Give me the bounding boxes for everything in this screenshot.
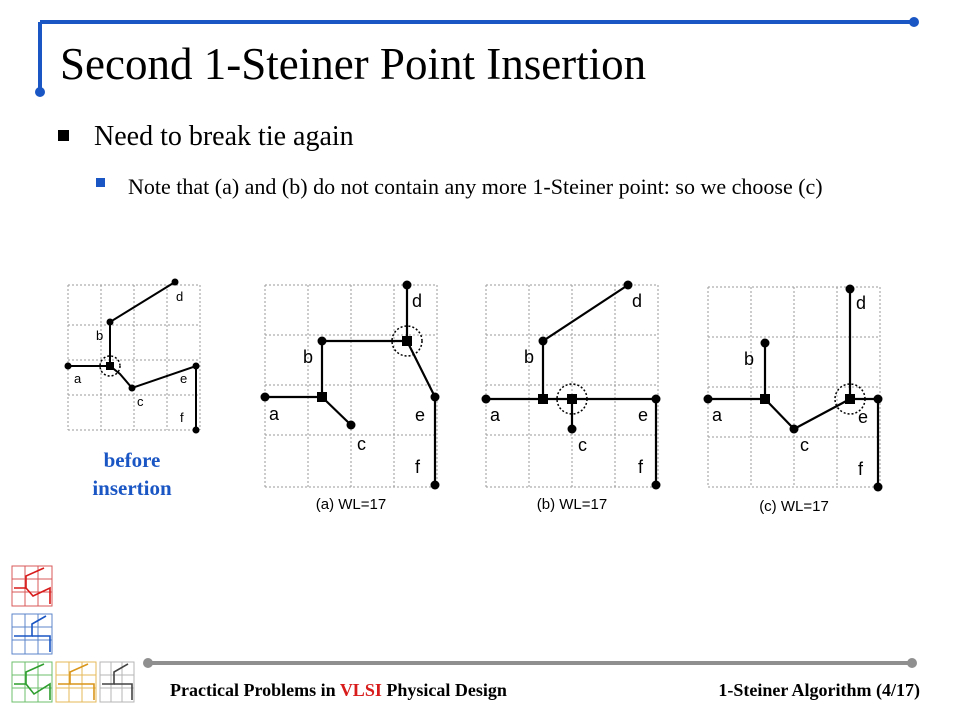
diagram-a <box>255 275 445 520</box>
steiner-point-2 <box>402 336 412 346</box>
pin-label-f: f <box>638 457 644 477</box>
bullet-square-icon <box>58 130 69 141</box>
pin-label-a: a <box>490 405 501 425</box>
footer-dot-left <box>143 658 153 668</box>
footer-course-title <box>170 680 507 701</box>
pin-label-e: e <box>180 371 188 386</box>
pin-label-d: d <box>856 293 867 313</box>
bullet-text-level2: Note that (a) and (b) do not contain any more 1-Steiner point: so we choose (c) <box>128 174 823 199</box>
footer-topic: 1-Steiner Algorithm (4/17) <box>718 680 920 700</box>
pin-label-a: a <box>74 371 82 386</box>
pin-label-b: b <box>744 349 755 369</box>
steiner-tree-logo-icon <box>8 562 138 712</box>
pin-label-e: e <box>858 407 869 427</box>
steiner-point-2 <box>845 394 855 404</box>
frame-dot-topright <box>909 17 919 27</box>
frame-dot-left <box>35 87 45 97</box>
footer-course-suffix: Physical Design <box>381 680 507 700</box>
footer-course-highlight: VLSI <box>339 680 382 700</box>
diagram-c <box>698 275 888 520</box>
slide-title: Second 1-Steiner Point Insertion <box>60 39 647 89</box>
pin-label-a: a <box>712 405 723 425</box>
pin-label-e: e <box>638 405 649 425</box>
diagram-b <box>476 275 666 520</box>
before-insertion-caption: before insertion <box>92 448 172 500</box>
pins <box>704 285 883 492</box>
steiner-point <box>106 362 114 370</box>
wires <box>68 282 196 430</box>
pin-label-c: c <box>578 435 587 455</box>
pin-label-d: d <box>176 289 184 304</box>
pin-label-d: d <box>412 291 423 311</box>
steiner-point-1 <box>317 392 327 402</box>
pin-label-c: c <box>800 435 809 455</box>
steiner-point-1 <box>538 394 548 404</box>
pin-label-b: b <box>303 347 314 367</box>
pin-label-b: b <box>96 328 104 343</box>
pin-label-e: e <box>415 405 426 425</box>
pin-label-a: a <box>269 404 280 424</box>
steiner-point-1 <box>760 394 770 404</box>
footer-dot-right <box>907 658 917 668</box>
caption-b: (b) WL=17 <box>536 496 608 513</box>
pin-label-f: f <box>415 457 421 477</box>
footer-course-prefix: Practical Problems in <box>170 680 340 700</box>
caption-c: (c) WL=17 <box>759 498 829 515</box>
pin-label-d: d <box>632 291 643 311</box>
diagram-before <box>60 270 220 440</box>
sub-bullet-square-icon <box>96 178 105 187</box>
pin-label-group <box>269 291 425 477</box>
pin-label-f: f <box>180 410 184 425</box>
grid <box>708 287 880 487</box>
bullet-text-level1: Need to break tie again <box>94 121 354 152</box>
pin-label-group <box>712 293 868 479</box>
pin-label-group <box>490 291 648 477</box>
caption-a: (a) WL=17 <box>315 496 387 513</box>
pin-label-c: c <box>137 394 144 409</box>
pin-label-c: c <box>357 434 366 454</box>
pin-label-f: f <box>858 459 864 479</box>
grid <box>265 285 437 487</box>
pin-label-b: b <box>524 347 535 367</box>
steiner-point-2 <box>567 394 577 404</box>
grid <box>486 285 658 487</box>
wires <box>708 289 878 487</box>
